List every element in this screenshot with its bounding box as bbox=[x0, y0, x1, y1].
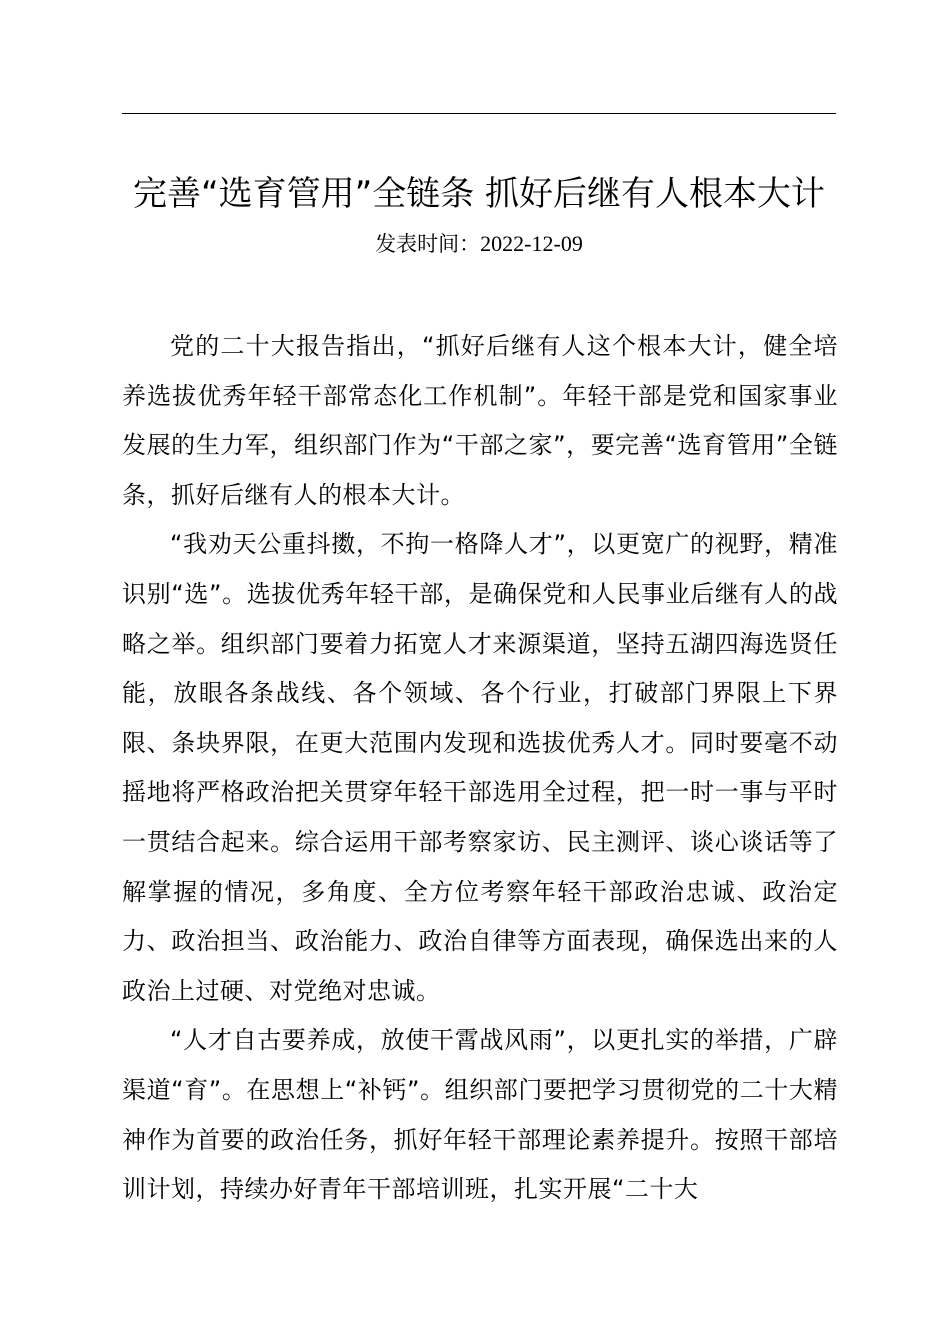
paragraph-2: “我劝天公重抖擞，不拘一格降人才”，以更宽广的视野，精准识别“选”。选拔优秀年轻干部，是确保党和人民事业后继有人的战略之举。组织部门要着力拓宽人才来源渠道，坚持五湖四海选贤任能，放眼各条战线、各个领域、各个行业，打破部门界限上下界限、条块界限，在更大范围内发现和选拔优秀人才。同时要毫不动摇地将严格政治把关贯穿年轻干部选用全过程，把一时一事与平时一贯结合起来。综合运用干部考察家访、民主测评、谈心谈话等了解掌握的情况，多角度、全方位考察年轻干部政治忠诚、政治定力、政治担当、政治能力、政治自律等方面表现，确保选出来的人政治上过硬、对党绝对忠诚。 bbox=[122, 530, 838, 1005]
article-title: 完善“选育管用”全链条 抓好后继有人根本大计 bbox=[132, 174, 826, 214]
paragraph-3: “人才自古要养成，放使干霄战风雨”，以更扎实的举措，广辟渠道“育”。在思想上“补钙”。组织部门要把学习贯彻党的二十大精神作为首要的政治任务，抓好年轻干部理论素养提升。按照干部培训计划，持续办好青年干部培训班，扎实开展“二十大 bbox=[122, 1026, 838, 1204]
article-body bbox=[122, 322, 838, 1215]
header-rule bbox=[122, 113, 836, 114]
publish-date: 2022-12-09 bbox=[480, 231, 583, 256]
paragraph-1: 党的二十大报告指出，“抓好后继有人这个根本大计，健全培养选拔优秀年轻干部常态化工作机制”。年轻干部是党和国家事业发展的生力军，组织部门作为“干部之家”，要完善“选育管用”全链条，抓好后继有人的根本大计。 bbox=[122, 332, 838, 509]
date-label: 发表时间： bbox=[375, 232, 481, 256]
publish-meta bbox=[122, 226, 836, 262]
